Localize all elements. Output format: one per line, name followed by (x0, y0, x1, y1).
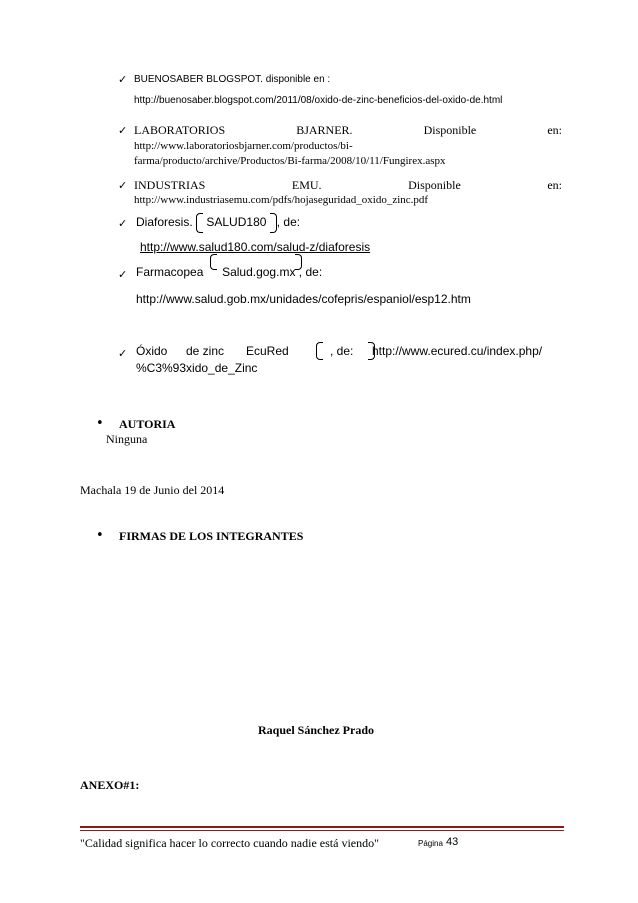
bracket-left-icon (316, 342, 323, 360)
autoria-value: Ninguna (106, 432, 148, 446)
bracket-left-icon (196, 213, 203, 233)
ref-word: EcuRed (246, 344, 289, 358)
place-date: Machala 19 de Junio del 2014 (80, 483, 225, 497)
check-icon: ✓ (118, 179, 128, 192)
check-icon: ✓ (118, 268, 128, 281)
ref-word: de zinc (186, 344, 225, 358)
ref-ecured-url-line2[interactable]: %C3%93xido_de_Zinc (136, 361, 258, 375)
ref-diaforesis-url[interactable]: http://www.salud180.com/salud-z/diaforesis (140, 240, 371, 254)
ref-word: Disponible (408, 178, 461, 192)
footer-divider (80, 826, 564, 828)
ref-buenosaber-title: BUENOSABER BLOGSPOT. disponible en : (134, 74, 331, 85)
ref-diaforesis-heading (136, 213, 300, 233)
ref-word: BJARNER. (296, 123, 353, 137)
ref-suffix: , de: (330, 344, 354, 358)
bracket-right-icon (270, 213, 277, 233)
footer-quote: "Calidad significa hacer lo correcto cuando nadie está viendo" (80, 836, 380, 850)
check-icon: ✓ (118, 124, 128, 137)
check-icon: ✓ (118, 73, 128, 86)
ref-ecured-url-line1[interactable]: http://www.ecured.cu/index.php/ (372, 344, 543, 358)
bracket-left-icon (210, 254, 217, 270)
ref-word: Óxido (136, 344, 168, 358)
autoria-heading: AUTORIA (119, 417, 176, 431)
ref-source: Salud.gog.mx (222, 265, 296, 279)
ref-title: Diaforesis. (136, 215, 193, 230)
ref-word: en: (547, 123, 562, 137)
ref-laboratorios-url-line1[interactable]: http://www.laboratoriosbjarner.com/productos/bi- (134, 140, 353, 152)
ref-suffix: , de: (298, 265, 323, 279)
firmas-heading: FIRMAS DE LOS INTEGRANTES (119, 529, 304, 543)
signature-name: Raquel Sánchez Prado (258, 723, 375, 737)
ref-word: en: (547, 178, 562, 192)
ref-word: LABORATORIOS (134, 123, 226, 137)
footer-page-label: Página (418, 839, 443, 848)
ref-industrias-url[interactable]: http://www.industriasemu.com/pdfs/hojaseguridad_oxido_zinc.pdf (134, 194, 429, 206)
check-icon: ✓ (118, 217, 128, 230)
ref-laboratorios-heading (134, 123, 562, 138)
ref-farmacopea-url[interactable]: http://www.salud.gob.mx/unidades/cofepris/espaniol/esp12.htm (136, 292, 471, 306)
footer-page-number: 43 (446, 836, 459, 848)
ref-industrias-heading (134, 178, 562, 193)
ref-word: INDUSTRIAS (134, 178, 206, 192)
bullet-icon: • (96, 416, 104, 431)
ref-word: EMU. (291, 178, 322, 192)
ref-laboratorios-url-line2[interactable]: farma/producto/archive/Productos/Bi-farma/2008/10/11/Fungirex.aspx (134, 155, 446, 167)
bracket-right-icon (295, 254, 302, 270)
bullet-icon: • (96, 528, 104, 543)
footer-divider (80, 830, 564, 831)
ref-word: Disponible (423, 123, 477, 137)
ref-title: Farmacopea (136, 265, 204, 279)
anexo-heading: ANEXO#1: (80, 778, 140, 792)
ref-source: SALUD180 (206, 215, 267, 230)
check-icon: ✓ (118, 347, 128, 360)
ref-suffix: , de: (276, 215, 301, 230)
ref-buenosaber-url[interactable]: http://buenosaber.blogspot.com/2011/08/oxido-de-zinc-beneficios-del-oxido-de.html (134, 95, 503, 106)
